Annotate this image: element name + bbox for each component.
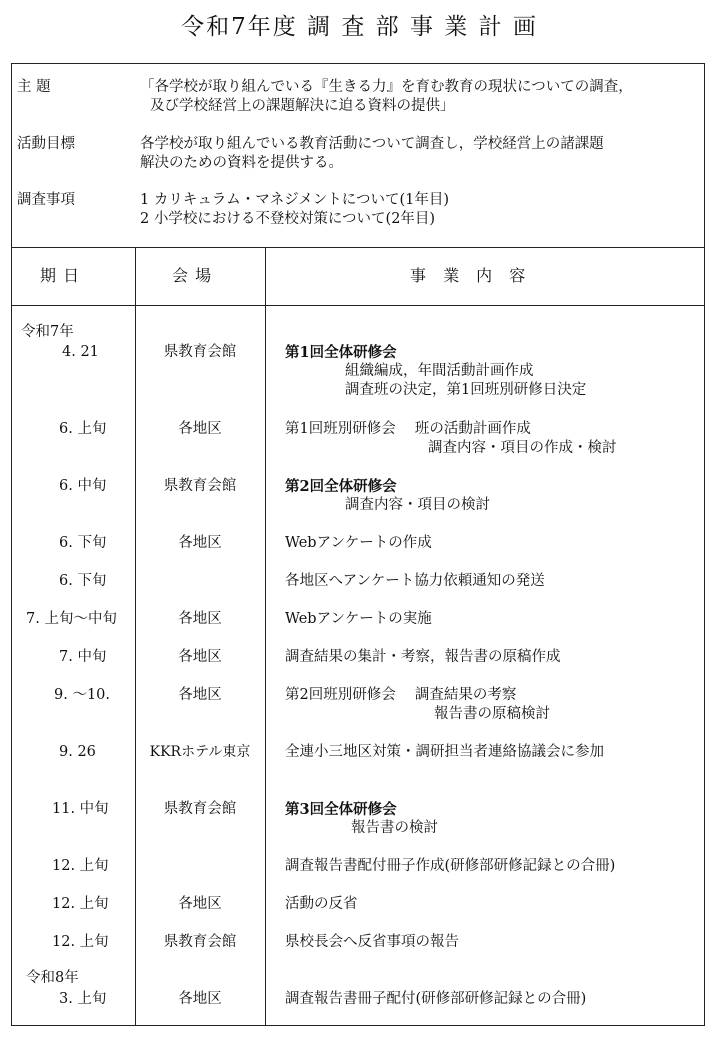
row-content-title: Webアンケートの実施 <box>285 611 432 627</box>
row-venue: 各地区 <box>178 896 222 912</box>
row-date: 3. 上旬 <box>59 991 107 1007</box>
row-date: 7. 中旬 <box>59 649 107 665</box>
row-content-title: 活動の反省 <box>285 896 358 912</box>
row-content-detail: 調査内容・項目の検討 <box>345 497 490 513</box>
row-content-title: 調査報告書配付冊子作成(研修部研修記録との合冊) <box>285 858 616 874</box>
row-venue: 各地区 <box>178 535 222 551</box>
row-content-title: 第2回班別研修会 調査結果の考察 <box>285 687 517 703</box>
row-date: 9. ～10. <box>54 687 111 703</box>
goal-line-2: 解決のための資料を提供する。 <box>140 155 343 171</box>
row-venue: 各地区 <box>178 687 222 703</box>
row-venue: 各地区 <box>178 991 222 1007</box>
info-divider <box>12 247 704 248</box>
row-content-title: 県校長会へ反省事項の報告 <box>285 934 459 950</box>
item-1: 1 カリキュラム・マネジメントについて(1年目) <box>140 192 450 208</box>
row-content-title: 第1回全体研修会 <box>285 344 397 361</box>
items-label: 調査事項 <box>17 192 75 208</box>
row-venue: 県教育会館 <box>163 344 237 360</box>
row-content-detail: 報告書の検討 <box>351 820 438 836</box>
year-label: 令和8年 <box>26 970 79 986</box>
row-content-title: Webアンケートの作成 <box>285 535 432 551</box>
theme-line-1: 「各学校が取り組んでいる『生きる力』を育む教育の現状についての調査， <box>140 79 633 95</box>
row-date: 11. 中旬 <box>52 801 109 817</box>
row-date: 6. 下旬 <box>59 573 107 589</box>
row-date: 9. 26 <box>59 744 96 760</box>
row-venue: 各地区 <box>178 611 222 627</box>
row-date: 7. 上旬～中旬 <box>26 611 117 627</box>
row-content-title: 第2回全体研修会 <box>285 478 397 495</box>
row-venue: 各地区 <box>178 421 222 437</box>
row-content-title: 第3回全体研修会 <box>285 801 397 818</box>
header-date: 期 日 <box>40 266 81 285</box>
row-content-title: 各地区へアンケート協力依頼通知の発送 <box>285 573 545 589</box>
row-venue: 各地区 <box>178 649 222 665</box>
row-content-title: 第1回班別研修会 班の活動計画作成 <box>285 421 531 437</box>
row-content-detail: 報告書の原稿検討 <box>434 706 550 722</box>
plan-table <box>11 63 705 1026</box>
row-date: 4. 21 <box>62 344 99 360</box>
row-content-detail: 組織編成，年間活動計画作成 <box>345 363 534 379</box>
row-content-title: 調査報告書冊子配付(研修部研修記録との合冊) <box>285 991 587 1007</box>
row-content-title: 調査結果の集計・考察，報告書の原稿作成 <box>285 649 561 665</box>
row-date: 6. 中旬 <box>59 478 107 494</box>
row-date: 6. 下旬 <box>59 535 107 551</box>
year-label: 令和7年 <box>21 324 74 340</box>
header-divider <box>12 305 704 306</box>
row-content-title: 全連小三地区対策・調研担当者連絡協議会に参加 <box>285 744 604 760</box>
page-title: 令和7年度 調 査 部 事 業 計 画 <box>181 14 538 40</box>
column-divider-2 <box>265 247 266 1026</box>
theme-line-2: 及び学校経営上の課題解決に迫る資料の提供」 <box>150 98 455 114</box>
row-content-detail: 調査内容・項目の作成・検討 <box>428 440 617 456</box>
row-date: 6. 上旬 <box>59 421 107 437</box>
row-venue: 県教育会館 <box>163 934 237 950</box>
row-content-detail: 調査班の決定，第1回班別研修日決定 <box>345 382 587 398</box>
header-content: 事 業 内 容 <box>410 266 532 285</box>
item-2: 2 小学校における不登校対策について(2年目) <box>140 211 436 227</box>
row-venue: 県教育会館 <box>163 478 237 494</box>
row-date: 12. 上旬 <box>52 934 109 950</box>
row-date: 12. 上旬 <box>52 896 109 912</box>
row-date: 12. 上旬 <box>52 858 109 874</box>
header-venue: 会 場 <box>172 266 213 285</box>
goal-label: 活動目標 <box>17 136 75 152</box>
goal-line-1: 各学校が取り組んでいる教育活動について調査し，学校経営上の諸課題 <box>140 136 604 152</box>
row-venue: KKRホテル東京 <box>149 744 251 760</box>
row-venue: 県教育会館 <box>163 801 237 817</box>
theme-label: 主 題 <box>17 79 51 95</box>
